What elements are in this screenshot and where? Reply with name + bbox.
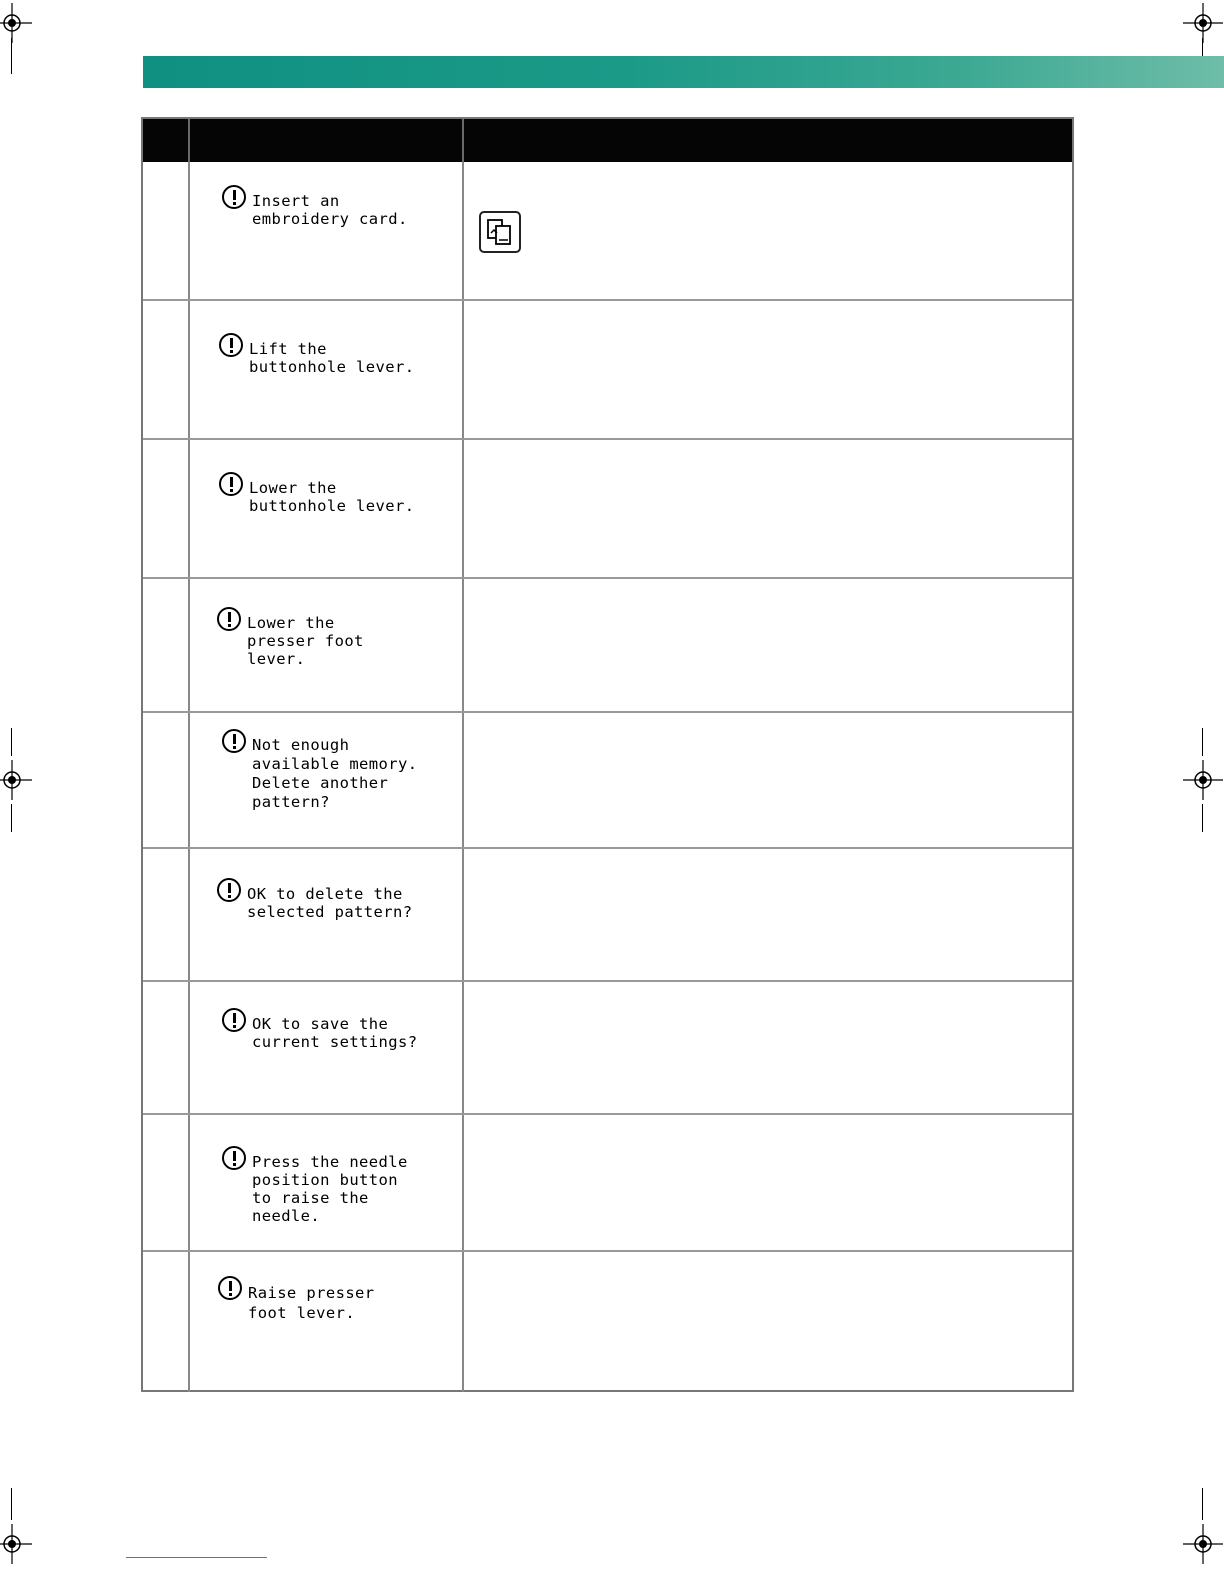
exclamation-circle-icon bbox=[222, 1146, 246, 1170]
exclamation-circle-icon bbox=[219, 333, 243, 357]
message-line: available memory. bbox=[252, 755, 418, 773]
message-line: Lift the bbox=[249, 340, 327, 358]
embroidery-card-button[interactable] bbox=[479, 211, 521, 253]
registration-mark-icon bbox=[0, 1520, 36, 1568]
message-line: presser foot bbox=[247, 632, 364, 650]
table-row-message bbox=[222, 1153, 408, 1225]
exclamation-circle-icon bbox=[222, 1008, 246, 1032]
message-line: Lower the bbox=[247, 614, 335, 632]
message-line: selected pattern? bbox=[247, 903, 413, 921]
message-line: needle. bbox=[252, 1207, 321, 1225]
table-header bbox=[143, 119, 1072, 162]
message-line: Not enough bbox=[252, 736, 350, 754]
trim-line bbox=[1202, 1488, 1203, 1520]
table-row-message bbox=[222, 192, 408, 228]
trim-line bbox=[11, 38, 12, 74]
message-line: Raise presser bbox=[248, 1284, 375, 1302]
message-line: buttonhole lever. bbox=[249, 358, 415, 376]
message-line: foot lever. bbox=[248, 1304, 356, 1322]
exclamation-circle-icon bbox=[217, 878, 241, 902]
message-line: Delete another bbox=[252, 774, 389, 792]
registration-mark-icon bbox=[0, 0, 36, 47]
message-line: position button bbox=[252, 1171, 398, 1189]
message-line: Insert an bbox=[252, 192, 340, 210]
exclamation-circle-icon bbox=[222, 185, 246, 209]
message-line: OK to save the bbox=[252, 1015, 389, 1033]
exclamation-circle-icon bbox=[218, 1276, 242, 1300]
message-line: pattern? bbox=[252, 793, 330, 811]
table-row-message bbox=[217, 885, 412, 921]
exclamation-circle-icon bbox=[219, 472, 243, 496]
message-line: to raise the bbox=[252, 1189, 369, 1207]
table-row-message bbox=[218, 1283, 375, 1323]
table-row-message bbox=[219, 340, 414, 376]
registration-mark-icon bbox=[1179, 1520, 1224, 1568]
message-line: OK to delete the bbox=[247, 885, 403, 903]
trim-line bbox=[1202, 804, 1203, 832]
registration-mark-icon bbox=[1179, 756, 1224, 804]
table-row-message bbox=[219, 479, 414, 515]
message-line: embroidery card. bbox=[252, 210, 408, 228]
exclamation-circle-icon bbox=[222, 729, 246, 753]
table-row-message bbox=[222, 736, 417, 812]
embroidery-card-icon bbox=[481, 213, 519, 251]
trim-line bbox=[11, 728, 12, 756]
registration-mark-icon bbox=[0, 756, 36, 804]
trim-line bbox=[11, 804, 12, 832]
trim-line bbox=[11, 1488, 12, 1520]
message-line: current settings? bbox=[252, 1033, 418, 1051]
table-row-message bbox=[222, 1015, 417, 1051]
message-line: Lower the bbox=[249, 479, 337, 497]
footer-rule bbox=[126, 1557, 267, 1558]
message-line: Press the needle bbox=[252, 1153, 408, 1171]
header-band bbox=[143, 56, 1224, 88]
exclamation-circle-icon bbox=[217, 607, 241, 631]
message-line: lever. bbox=[247, 650, 306, 668]
trim-line bbox=[1202, 728, 1203, 756]
message-line: buttonhole lever. bbox=[249, 497, 415, 515]
table-row-message bbox=[217, 614, 364, 668]
